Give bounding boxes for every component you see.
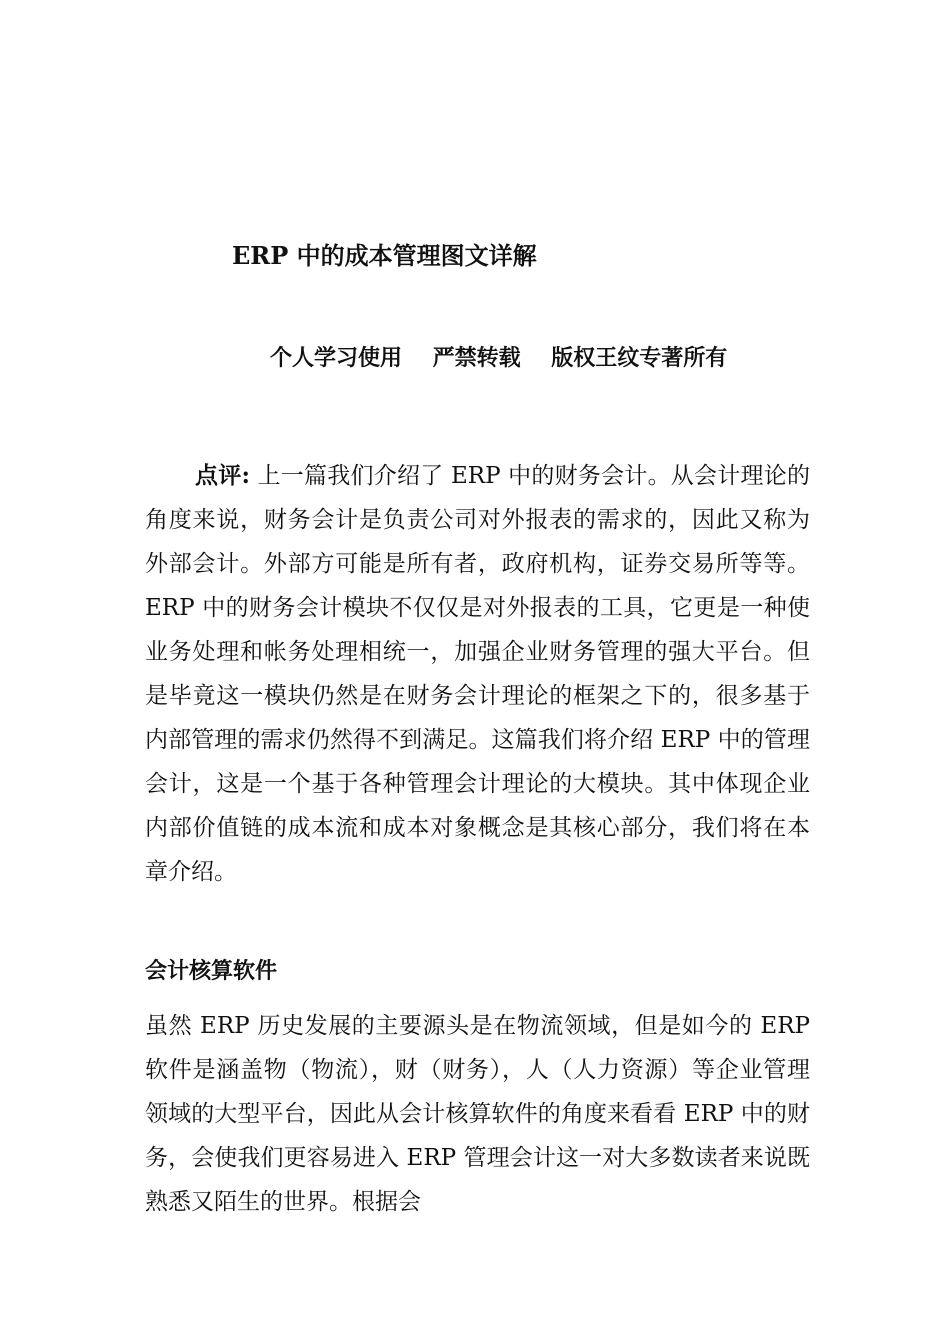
intro-lead: 点评:: [195, 462, 250, 489]
section-paragraph: 虽然 ERP 历史发展的主要源头是在物流领域，但是如今的 ERP 软件是涵盖物（物流），财（财务），人（人力资源）等企业管理领域的大型平台，因此从会计核算软件的角度来看看 ERP 中的财务，会使我们更容易进入 ERP 管理会计这一对大多数读者来说既熟悉又陌生的世界。根据会: [145, 1013, 810, 1215]
section-heading: 会计核算软件: [145, 959, 278, 984]
intro-paragraph: [145, 454, 810, 894]
document-subtitle: 个人学习使用 严禁转载 版权王纹专著所有: [270, 345, 728, 371]
intro-text: 上一篇我们介绍了 ERP 中的财务会计。从会计理论的角度来说，财务会计是负责公司对外报表的需求的，因此又称为外部会计。外部方可能是所有者，政府机构，证券交易所等等。ERP 中的财务会计模块不仅仅是对外报表的工具，它更是一种使业务处理和帐务处理相统一，加强企业财务管理的强大平台。但是毕竟这一模块仍然是在财务会计理论的框架之下的，很多基于内部管理的需求仍然得不到满足。这篇我们将介绍 ERP 中的管理会计，这是一个基于各种管理会计理论的大模块。其中体现企业内部价值链的成本流和成本对象概念是其核心部分，我们将在本章介绍。: [145, 463, 811, 885]
document-title: ERP 中的成本管理图文详解: [232, 241, 537, 270]
